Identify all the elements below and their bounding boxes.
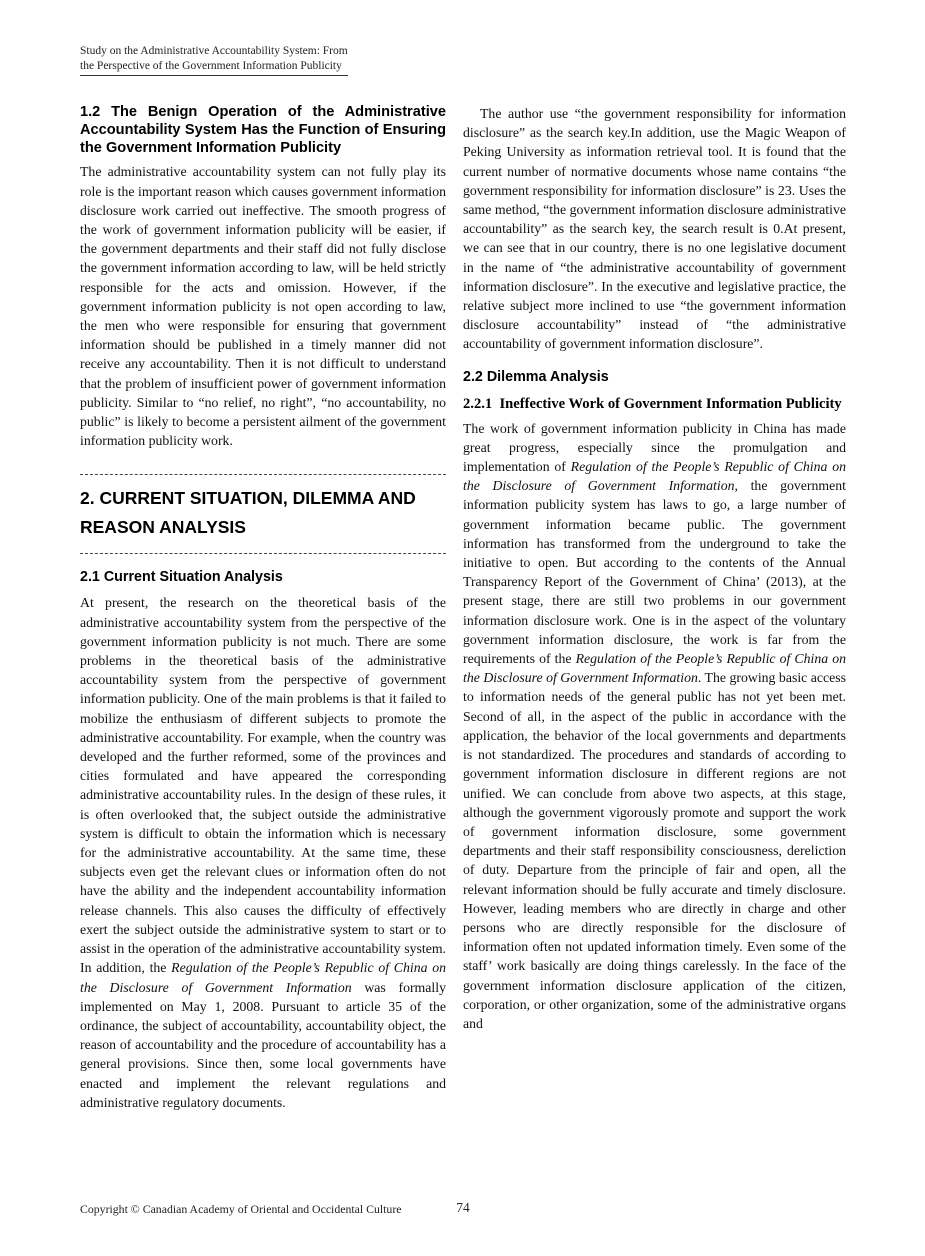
italic-text-run: Regulation of the People’s Republic of China on the Disclosure of Government Information [463,459,846,494]
running-head-text [80,44,348,76]
text-run: The work of government information publicity in China has made great progress, especially since the promulgation and implementation of [463,420,846,475]
text-run: , the government information publicity system has laws to go, a large number of government information became public. The government information has transformed from the underground to take the initiative to open. But according to the contents of the Annual Transparency Report of the Government of China’ (2013), at the present stage, there are still two problems in our government information disclosure work. One is in the aspect of the voluntary government information disclosure, the work is far from the requirements of the [463,478,846,667]
page-number: 74 [456,1200,470,1215]
running-head [80,44,348,76]
copyright-text: Copyright © Canadian Academy of Oriental and Occidental Culture [80,1202,402,1216]
section-2-banner [80,474,446,554]
text-run: At present, the research on the theoretical basis of the administrative accountability system from the perspective of the government information publicity is not much. There are some problems in the theoretical basis of the administrative accountability system from the perspective of government information publicity. One of the main problems is that it failed to mobilize the enthusiasm of different subjects to promote the administrative accountability. For example, when the country was developed and the further reformed, some of the provinces and cities formulated and have appeared the corresponding administrative accountability rules. In the design of these rules, it is often overlooked that, the subject outside the administrative system is difficult to obtain the information which is necessary for the administrative accountability. At the same time, these subjects even get the relevant clues or information often do not have the ability and the independent accountability information release channels. This also causes the difficulty of effectively exert the subject outside the administrative system to start or to assist in the operation of the administrative accountability system. In addition, the [80,595,446,976]
paragraph-section-2-1 [80,593,446,1111]
heading-section-2-1: 2.1 Current Situation Analysis [80,569,283,586]
heading-section-2: 2. CURRENT SITUATION, DILEMMA AND REASON ANALYSIS [80,488,416,538]
paragraph-search-analysis: The author use “the government responsibility for information disclosure” as the search key.In addition, use the Magic Weapon of Peking University as information retrieval tool. It is found that the current number of normative documents whose name contains “the government responsibility for information disclosure” is 23. Uses the same method, “the government information disclosure administrative accountability” as the search key, the search result is 0.At present, we can see that in our country, there is no one legislative document in the name of “the administrative accountability of government information disclosure”. In the executive and legislative practice, the relative subject more inclined to use “the government information disclosure accountability” instead of “the administrative accountability of government information disclosure”. [463,106,846,352]
running-head-line2: the Perspective of the Government Information Publicity [80,59,342,72]
two-column-layout [80,104,846,1198]
italic-text-run: Regulation of the People’s Republic of China on the Disclosure of Government Information [80,960,446,995]
running-head-line1: Study on the Administrative Accountability System: From [80,45,348,57]
italic-text-run: Regulation of the People’s Republic of China on the Disclosure of Government Information [463,651,846,686]
right-column [463,104,846,1198]
paragraph-section-1-2: The administrative accountability system can not fully play its role is the important reason which causes government information disclosure work carried out ineffective. The smooth progress of the work of government information publicity will be easier, if the government departments and their staff did not fully disclose the government information according to law, will be held strictly responsible for the acts and omission. However, if the government information publicity is not open according to law, the men who were responsible for ensuring that government information should be published in a timely manner did not receive any accountability. Then it is not difficult to understand that the problem of insufficient power of government information publicity. Similar to “no relief, no right”, “no accountability, no public” is likely to become a persistent ailment of the government information publicity work. [80,164,446,449]
heading-section-1-2: 1.2 The Benign Operation of the Administrative Accountability System Has the Function of Ensuring the Government Information Publicity [80,104,446,156]
text-run: . The growing basic access to information needs of the general public has not yet been met. Second of all, in the aspect of the public in accordance with the application, the behavior of the local governments and departments is not standardized. The procedures and standards of according to government information disclosure in different regions are not unified. We can conclude from above two aspects, at this stage, although the government vigorously promote and support the work of government information disclosure, some government departments and their staff responsibility consciousness, dereliction of duty. Departure from the principle of fair and open, all the relevant information should be fully accurate and timely disclosure. However, leading members who are directly in charge and other persons who are directly responsible for the disclosure of information often not updated information timely. Even some of the staff’ work basically are doing things carelessly. In the face of the government information disclosure application of the citizen, corporation, or other organization, some of the administrative organs and [463,670,846,1031]
left-column [80,104,446,1198]
heading-section-2-2: 2.2 Dilemma Analysis [463,368,609,385]
heading-section-2-2-1: 2.2.1 Ineffective Work of Government Information Publicity [463,395,842,412]
page-footer [80,1200,846,1220]
text-run: was formally implemented on May 1, 2008. Pursuant to article 35 of the ordinance, the subject of accountability, accountability object, the reason of accountability and the procedure of accountability has a general provisions. Since then, some local governments have enacted and implement the relevant regulations and administrative regulatory documents. [80,979,446,1110]
paragraph-section-2-2-1 [463,419,846,1034]
